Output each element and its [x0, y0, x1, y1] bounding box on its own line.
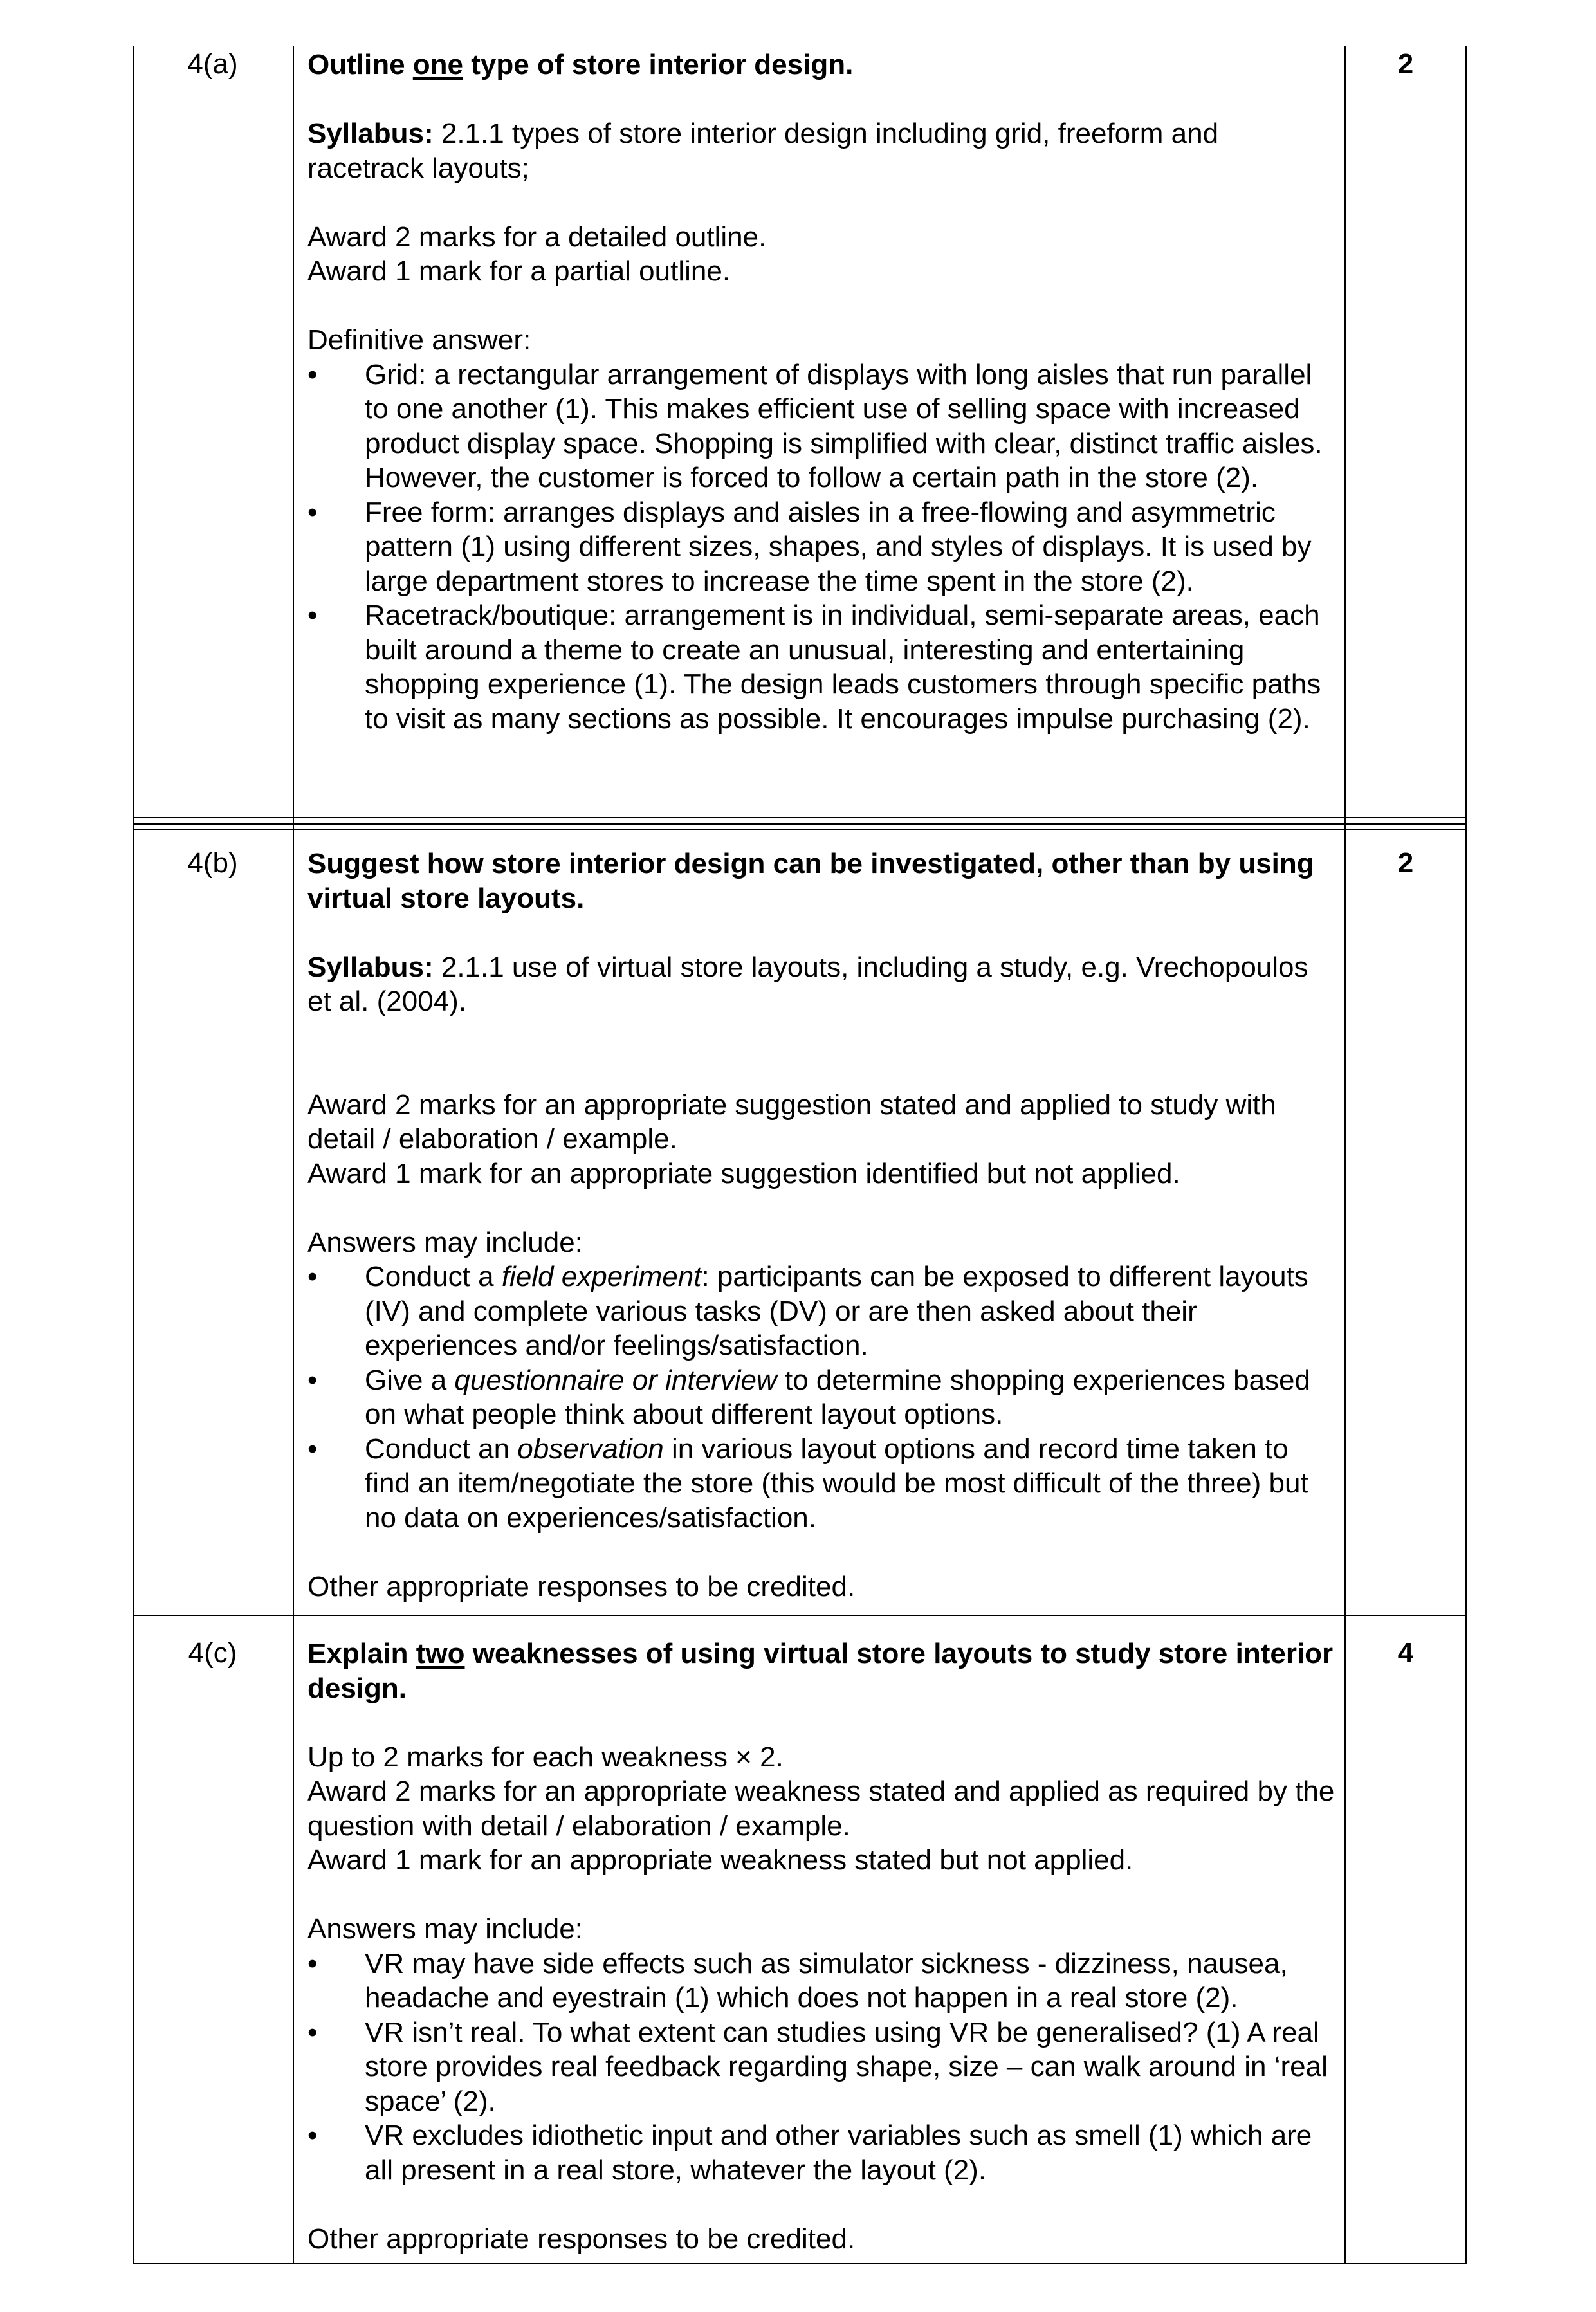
syllabus-reference: Syllabus: 2.1.1 types of store interior design including grid, freeform and racetrack layouts; [307, 118, 1219, 184]
award-line: Award 1 mark for a partial outline. [307, 255, 731, 287]
award-line: Award 2 marks for a detailed outline. [307, 221, 767, 253]
answers-heading: Answers may include: [307, 1913, 583, 1945]
award-line: Up to 2 marks for each weakness × 2. [307, 1741, 784, 1773]
list-item: • Give a questionnaire or interview to determine shopping experiences based on what people think about different layout options. [307, 1363, 1337, 1432]
question-text: Suggest how store interior design can be investigated, other than by using virtual store layouts. [307, 848, 1314, 914]
column-divider-marks [1344, 46, 1346, 2264]
table-border-bottom [133, 2263, 1467, 2264]
row-separator-double-bottom [133, 829, 1467, 830]
answer-list [307, 1947, 1337, 2188]
footer-note: Other appropriate responses to be credited. [307, 2223, 856, 2255]
answer-list [307, 358, 1337, 737]
answer-list [307, 1260, 1337, 1535]
marks-value: 2 [1397, 847, 1414, 879]
list-item: • Racetrack/boutique: arrangement is in individual, semi-separate areas, each built around a theme to create an unusual, interesting and entertaining shopping experience (1). The design leads customers through specific paths to visit as many sections as possible. It encourages impulse purchasing (2). [307, 598, 1337, 736]
marks-value: 2 [1397, 48, 1414, 80]
answer-cell-4b [307, 847, 1337, 1604]
row-separator-double-top [133, 817, 1467, 818]
table-border-left [133, 46, 134, 2264]
answer-cell-4c [307, 1637, 1337, 2256]
footer-note: Other appropriate responses to be credited. [307, 1570, 856, 1602]
list-item: • VR may have side effects such as simulator sickness - dizziness, nausea, headache and eyestrain (1) which does not happen in a real store (2). [307, 1947, 1337, 2015]
list-item: • Free form: arranges displays and aisles in a free-flowing and asymmetric pattern (1) using different sizes, shapes, and styles of displays. It is used by large department stores to increase the time spent in the store (2). [307, 495, 1337, 599]
award-line: Award 1 mark for an appropriate suggestion identified but not applied. [307, 1157, 1180, 1189]
award-line: Award 1 mark for an appropriate weakness stated but not applied. [307, 1844, 1133, 1876]
award-line: Award 2 marks for an appropriate weakness stated and applied as required by the question with detail / elaboration / example. [307, 1775, 1335, 1842]
row-separator-double-mid [133, 823, 1467, 825]
list-item: • Grid: a rectangular arrangement of displays with long aisles that run parallel to one another (1). This makes efficient use of selling space with increased product display space. Shopping is simplified with clear, distinct traffic aisles. However, the customer is forced to follow a certain path in the store (2). [307, 358, 1337, 495]
question-number: 4(c) [188, 1637, 237, 1669]
answers-heading: Definitive answer: [307, 324, 531, 356]
list-item: • Conduct an observation in various layout options and record time taken to find an item/negotiate the store (this would be most difficult of the three) but no data on experiences/satisfaction. [307, 1432, 1337, 1536]
list-item: • Conduct a field experiment: participants can be exposed to different layouts (IV) and complete various tasks (DV) or are then asked about their experiences and/or feelings/satisfaction. [307, 1260, 1337, 1363]
award-line: Award 2 marks for an appropriate suggestion stated and applied to study with detail / elaboration / example. [307, 1088, 1276, 1155]
table-border-right [1465, 46, 1467, 2264]
question-text: Outline one type of store interior design. [307, 49, 854, 80]
answer-cell-4a [307, 48, 1337, 736]
list-item: • VR excludes idiothetic input and other variables such as smell (1) which are all present in a real store, whatever the layout (2). [307, 2118, 1337, 2187]
row-separator [133, 1615, 1467, 1616]
question-number: 4(a) [187, 48, 238, 80]
answers-heading: Answers may include: [307, 1226, 583, 1258]
question-text: Explain two weaknesses of using virtual store layouts to study store interior design. [307, 1638, 1334, 1704]
syllabus-reference: Syllabus: 2.1.1 use of virtual store layouts, including a study, e.g. Vrechopoulos et al. (2004). [307, 951, 1308, 1017]
column-divider-question [293, 46, 294, 2264]
marks-value: 4 [1397, 1637, 1414, 1669]
question-number: 4(b) [187, 847, 238, 879]
list-item: • VR isn’t real. To what extent can studies using VR be generalised? (1) A real store provides real feedback regarding shape, size – can walk around in ‘real space’ (2). [307, 2015, 1337, 2119]
